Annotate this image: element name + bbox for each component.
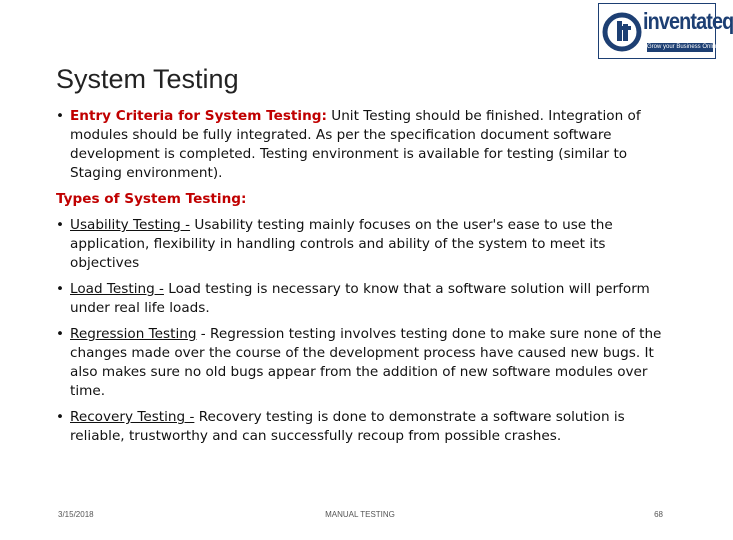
- bullet-icon: •: [56, 281, 65, 297]
- testing-type-term: Recovery Testing -: [70, 409, 195, 425]
- list-item-recovery: [56, 408, 668, 446]
- testing-type-desc: Recovery testing is done to demonstrate a software solution is reliable, trustworthy and can successfully recoup from possible crashes.: [70, 409, 625, 444]
- entry-criteria-item: [56, 107, 668, 183]
- logo-tagline: Grow your Business Online: [647, 44, 720, 50]
- bullet-icon: •: [56, 409, 65, 425]
- testing-type-desc: - Regression testing involves testing done to make sure none of the changes made over the course of the development process have caused new bugs. It also makes sure no old bugs appear from the addition of new software modules over time.: [70, 326, 662, 399]
- slide-body: [56, 107, 668, 453]
- page-number: 68: [654, 510, 663, 519]
- slide-title: System Testing: [56, 64, 239, 94]
- testing-type-term: Usability Testing -: [70, 217, 191, 233]
- entry-criteria-label: Entry Criteria for System Testing:: [70, 108, 327, 124]
- testing-type-term: Load Testing -: [70, 281, 164, 297]
- testing-type-desc: Load testing is necessary to know that a software solution will perform under real life loads.: [70, 281, 650, 316]
- list-item-load: [56, 280, 668, 318]
- logo-wordmark: inventateq: [643, 8, 733, 34]
- bullet-icon: •: [56, 108, 65, 124]
- list-item-usability: [56, 216, 668, 273]
- bullet-icon: •: [56, 217, 65, 233]
- testing-type-desc: Usability testing mainly focuses on the user's ease to use the application, flexibility in handling controls and ability of the system to meet its objectives: [70, 217, 613, 271]
- logo-emblem-icon: [603, 10, 641, 54]
- testing-type-term: Regression Testing: [70, 326, 197, 342]
- footer-date: 3/15/2018: [58, 510, 94, 519]
- list-item-regression: [56, 325, 668, 401]
- entry-criteria-text: Unit Testing should be finished. Integration of modules should be fully integrated. As per the specification document software development is completed. Testing environment is available for testing (similar to Staging environment).: [70, 108, 641, 181]
- types-heading: Types of System Testing:: [56, 191, 247, 207]
- company-logo: [598, 3, 733, 59]
- footer-title: MANUAL TESTING: [325, 510, 395, 519]
- bullet-icon: •: [56, 326, 65, 342]
